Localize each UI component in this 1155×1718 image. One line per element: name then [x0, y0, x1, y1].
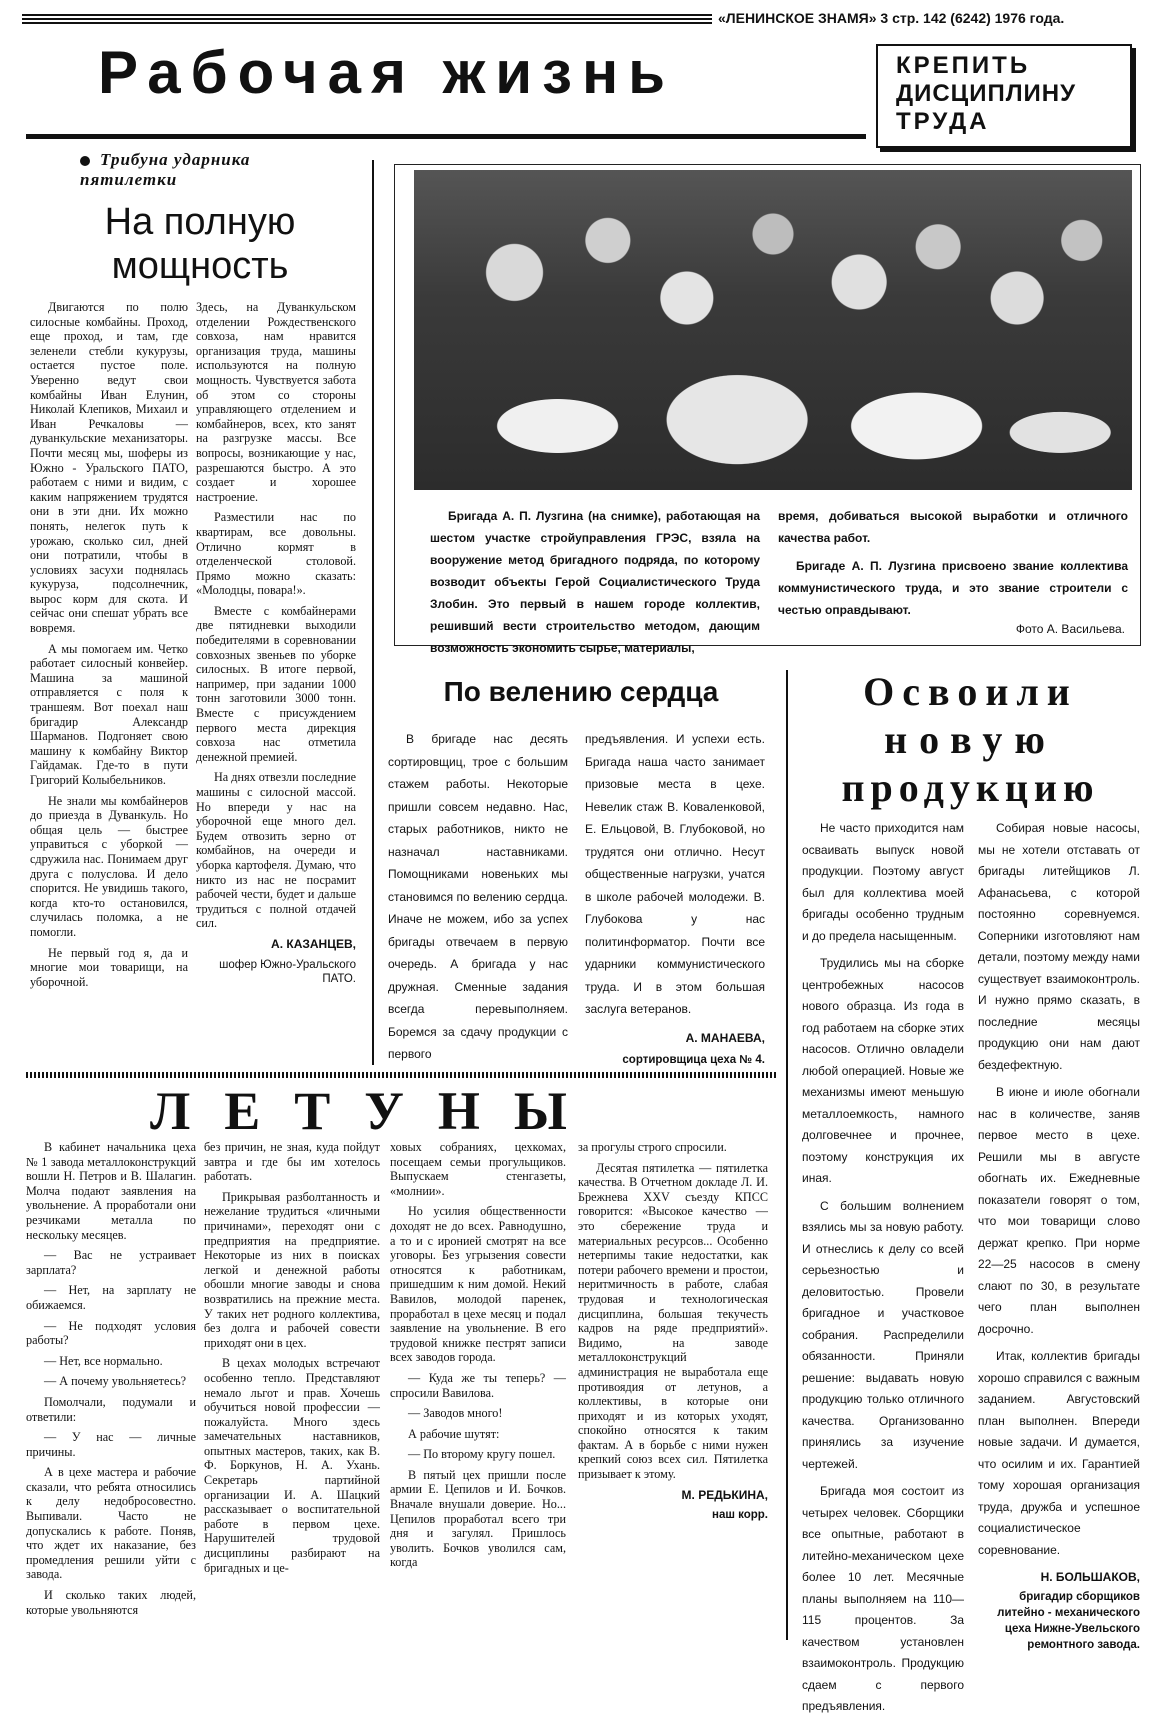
article1-position: шофер Южно-Уральского ПАТО. [219, 958, 356, 986]
article1-rubric-text: Трибуна ударника пятилетки [80, 150, 251, 189]
article1-title-line: мощность [111, 245, 289, 287]
paragraph: Разместили нас по квартирам, все довольны. Отлично кормят в отделенческой столовой. Прямо можно сказать: «Молодцы, повара!». [196, 510, 356, 598]
article4-title: ЛЕТУНЫ [150, 1081, 601, 1141]
article4-col2 [204, 1140, 380, 1640]
rubric-box [876, 44, 1132, 148]
masthead-rule-left [22, 14, 712, 24]
paragraph: ховых собраниях, цехкомах, посещаем семьи прогульщиков. Выпускаем стенгазеты, «молнии». [390, 1140, 566, 1198]
article4-col1 [26, 1140, 196, 1640]
brigade-photo [414, 170, 1132, 490]
article1-rubric [80, 150, 320, 190]
paragraph: без причин, не зная, куда пойдут завтра и где бы им хотелось работать. [204, 1140, 380, 1184]
rubric-box-line: ТРУДА [896, 108, 990, 135]
caption-paragraph: Бригада А. П. Лузгина (на снимке), работающая на шестом участке стройуправления ГРЭС, взяла на вооружение метод бригадного подряда, по которому возводит объекты Герой Социалистического Труда Злобин. Это первый в нашем городе коллектив, решивший вести строительство методом, дающим возможность экономить сырье, материалы, [430, 509, 760, 655]
column-rule [786, 670, 788, 1640]
paragraph: — У нас — личные причины. [26, 1430, 196, 1459]
paragraph: В пятый цех пришли после армии Е. Цепилов и И. Бочков. Вначале внушали доверие. Но... Цепилов проработал всего три дня и загулял. Пришлось уволить. Бочков уволился сам, когда [390, 1467, 566, 1570]
paragraph: Трудились мы на сборке центробежных насосов нового образца. Из года в год работаем на сборке этих насосов. Отлично овладели любой операцией. Новые же механизмы имеют меньшую металлоемкость, намного долговечнее и прочнее, поэтому конструкция их иная. [802, 956, 964, 1185]
paragraph: И сколько таких людей, которые увольняются [26, 1588, 196, 1617]
paragraph: предъявления. И успехи есть. Бригада наша часто занимает призовые места в цехе. Невелик стаж В. Коваленковой, Е. Ельцовой, В. Глубоковой, но трудятся они отлично. Несут общественные нагрузки, учатся в школе рабочей молодежи. В. Глубокова у нас политинформатор. Почти все ударники коммунистического труда. И в этом большая заслуга ветеранов. [585, 732, 765, 1016]
paragraph: — Куда же ты теперь? — спросили Вавилова. [390, 1370, 566, 1400]
article1-title [30, 200, 370, 288]
paragraph: Прикрывая разболтанность и нежелание трудиться «личными причинами», переходят они с предприятия на предприятие. Некоторые из них в поисках легкой и денежной работы обошли многие заводы и снова возвратились на прежние места. У таких нет родного коллектива, без долга и рабочей совести приходят они в цех. [204, 1189, 380, 1350]
paragraph: А в цехе мастера и рабочие сказали, что ребята относились к делу недобросовестно. Выпивали. Часто не допускались к работе. Поняв, что ждет их наказание, без промедления решили уйти с завода. [26, 1465, 196, 1582]
paragraph: В бригаде нас десять сортировщиц, трое с большим стажем работы. Некоторые пришли совсем недавно. Нас, старых работников, никто не назначал наставниками. Помощниками новеньких мы становимся по велению сердца. Иначе не можем, ибо за успех бригады отвечаем в первую очередь. А бригада у нас дружная. Сменные задания всегда перевыполняем. Боремся за сдачу продукции с первого [388, 732, 568, 1061]
article1-signature: А. КАЗАНЦЕВ, [271, 936, 356, 951]
article4-col3 [390, 1140, 566, 1640]
paragraph: А рабочие шутят: [408, 1426, 500, 1441]
article3-title-line: продукцию [841, 765, 1100, 810]
paragraph: Не первый год я, да и многие мои товарищи, на уборочной. [30, 945, 188, 989]
article2-position: сортировщица цеха № 4. [622, 1054, 765, 1066]
article1-col2 [196, 300, 356, 1070]
paragraph: — Не подходят условия работы? [26, 1318, 196, 1348]
photo-caption-col1 [430, 505, 760, 655]
paragraph: Итак, коллектив бригады хорошо справился с важным заданием. Августовский план выполнен. Впереди новые задачи. И думается, что осилим и их. Гарантией тому хорошая организация труда, дружба и успешное социалистическое соревнование. [978, 1349, 1140, 1557]
paragraph: — Нет, все нормально. [44, 1353, 163, 1368]
paragraph: — Нет, на зарплату не обижаемся. [26, 1283, 196, 1312]
article4-col4 [578, 1140, 768, 1640]
paragraph: — Вас не устраивает зарплата? [26, 1248, 196, 1277]
photo-credit: Фото А. Васильева. [1015, 622, 1125, 636]
paragraph: Но усилия общественности доходят не до всех. Равнодушно, а то и с иронией смотрят на все уговоры. Без угрызения совести относятся к работникам, пришедшим к ним домой. Некий Вавилов, молодой паренек, проработал в цехе месяц и подал заявление на увольнение. В его трудовой книжке пестрят записи всех заводов города. [390, 1204, 566, 1365]
paragraph: Двигаются по полю силосные комбайны. Проход, еще проход, и там, где зеленели стебли кукурузы, остается пустое поле. Уверенно ведут свои комбайны Иван Елунин, Николай Клепиков, Михаил и Иван Речкаловы — дуванкульские механизаторы. Почти месяц мы, шоферы из Южно - Уральского ПАТО, работаем с ними и видим, с каким напряжением трудятся они в эти дни. Их можно понять, нелегок путь к урожаю, сколько сил, дней они потратили, чтобы в условиях засухи поднялась кукуруза, подсолнечник, вырос корм для скота. И сейчас они спешат убрать все вовремя. [30, 300, 188, 636]
paragraph: В кабинет начальника цеха № 1 завода металлоконструкций вошли Н. Петров и В. Шалагин. Молча подают заявления на увольнение. А проработали они резчиками металла по нескольку месяцев. [26, 1140, 196, 1242]
paragraph: С большим волнением взялись мы за новую работу. И отнеслись к делу со всей серьезностью и деловитостью. Провели бригадное и участковое собрания. Распределили обязанности. Приняли решение: выдавать новую продукцию только отличного качества. Организованно принялись за изучение чертежей. [802, 1198, 964, 1471]
article3-title-line: Освоили [863, 669, 1078, 714]
paragraph: Собирая новые насосы, мы не хотели отставать от бригады литейщиков Л. Афанасьева, с которой постоянно соревнуемся. Соперники изготовляют нам детали, поэтому между нами существует взаимоконтроль. И нужно прямо сказать, в последние месяцы продукцию они нам дают бездефектную. [978, 821, 1140, 1072]
article4-position: наш корр. [712, 1509, 768, 1522]
article3-position: бригадир сборщиков литейно - механического цеха Нижне-Увельского ремонтного завода. [997, 1590, 1140, 1651]
paragraph: Вместе с комбайнерами две пятидневки выходили победителями в соревновании совхозных звеньев по уборке силосных. В итоге первой, например, при задании 1000 тонн заготовили 3000 тонн. Вместе с присуждением первого места дирекция совхоза нас отметила денежной премией. [196, 603, 356, 764]
paragraph: за прогулы строго спросили. [578, 1140, 727, 1154]
rubric-box-line: ДИСЦИПЛИНУ [896, 80, 1077, 107]
paragraph: Бригада моя состоит из четырех человек. Сборщики все опытные, работают в литейно-механическом цехе более 10 лет. Месячные планы выполняем на 110—115 процентов. За качеством установлен взаимоконтроль. Продукцию сдаем с первого предъявления. [802, 1484, 964, 1713]
article2-signature: А. МАНАЕВА, [685, 1030, 765, 1045]
paragraph: В июне и июле обогнали нас в количестве, заняв первое место в цехе. Решили мы в августе обогнать их. Ежедневные показатели говорят о том, что мои товарищи слово держат крепко. При норме 22—25 насосов в смену слают по 30, в результате чего план выполнен досрочно. [978, 1085, 1140, 1336]
separator-rule [26, 1072, 778, 1078]
masthead-text: «ЛЕНИНСКОЕ ЗНАМЯ» 3 стр. 142 (6242) 1976 года. [718, 10, 1065, 26]
paragraph: — Заводов много! [408, 1406, 503, 1421]
article2-title: По велению сердца [443, 676, 719, 707]
article1-col1 [30, 300, 188, 1070]
bullet-icon [80, 156, 90, 166]
paragraph: — По второму кругу пошел. [408, 1447, 556, 1462]
column-rule [372, 160, 374, 1065]
article3-col2 [978, 818, 1140, 1651]
rubric-box-line: КРЕПИТЬ [896, 52, 1031, 79]
caption-paragraph: время, добиваться высокой выработки и отличного качества работ. [778, 509, 1128, 545]
paragraph: Не часто приходится нам осваивать выпуск новой продукции. Поэтому август был для коллектива моей бригады особенно трудным и до предела насыщенным. [802, 821, 964, 943]
caption-paragraph: Бригаде А. П. Лузгина присвоено звание коллектива коммунистического труда, и это звание строители с честью оправдывают. [778, 559, 1128, 617]
article3-col1 [802, 818, 964, 1713]
section-title: Рабочая жизнь [98, 39, 676, 106]
paragraph: В цехах молодых встречают особенно тепло. Представляют немало льгот и прав. Хочешь обучиться новой профессии — пожалуйста. Много здесь замечательных наставников, опытных мастеров, таких, как В. Ф. Боркунов, Н. А. Ухань. Секретарь партийной организации И. А. Шацкий рассказывает о воспитательной работе в первом цехе. Нарушителей трудовой дисциплины разбирают на бригадных и це- [204, 1356, 380, 1575]
article3-signature: Н. БОЛЬШАКОВ, [1040, 1570, 1140, 1584]
paragraph: Здесь, на Дуванкульском отделении Рождественского совхоза, нам нравится организация труда, машины используются на полную мощность. Чувствуется забота об этом со стороны управляющего отделением и комбайнеров, всех, кто занят на разгрузке массы. Все вопросы, возникающие у нас, разрешаются быстро. А это создает и хорошее настроение. [196, 300, 356, 504]
article4-signature: М. РЕДЬКИНА, [681, 1487, 768, 1502]
paragraph: На днях отвезли последние машины с силосной массой. Но впереди у нас на уборочной еще много дел. Будем отвозить зерно от комбайнов, на очереди и уборка картофеля. Думаю, что никто из нас не посрамит рабочей чести, будет и дальше трудиться с полной отдачей сил. [196, 770, 357, 931]
article3-title [798, 668, 1143, 812]
photo-caption-col2 [778, 505, 1128, 625]
article2-col2 [585, 728, 765, 1068]
header-rule [26, 134, 866, 139]
article3-title-line: новую [884, 717, 1057, 762]
paragraph: — А почему увольняетесь? [44, 1374, 187, 1389]
article2-col1 [388, 728, 568, 1068]
paragraph: Десятая пятилетка — пятилетка качества. В Отчетном докладе Л. И. Брежнева XXV съезду КПСС говорится: «Высокое качество — это сбережение труда и материальных ресурсов... Особенно нетерпимы такие недостатки, как потери рабочего времени и простои, неритмичность в работе, слабая трудовая и технологическая дисциплина, большая текучесть кадров на ряде предприятий». Видимо, на заводе металлоконструкций администрация не выработала еще противоядия от летунов, а коллективы, в которые они приходят и из которых уходят, спокойно относятся к таким фактам. А в борьбе с ними нужен крепкий союз всех сил. Пятилетка призывает к этому. [578, 1160, 768, 1482]
paragraph: Помолчали, подумали и ответили: [26, 1394, 196, 1424]
paragraph: А мы помогаем им. Четко работает силосный конвейер. Машина за машиной отправляется с поля к траншеям. Вот поехал наш бригадир Александр Шарманов. Подгоняет свою машину к комбайну Виктор Гайдамак. Где-то в пути Григорий Колыбельников. [30, 641, 188, 787]
paragraph: Не знали мы комбайнеров до приезда в Дуванкуль. Но общая цель — быстрее управиться с уборкой — сдружила нас. Понимаем друг друга с полуслова. И дело спорится. Не увидишь такого, когда кто-то остановился, случилась поломка, а не помогли. [30, 793, 188, 939]
article1-title-line: На полную [104, 201, 296, 243]
